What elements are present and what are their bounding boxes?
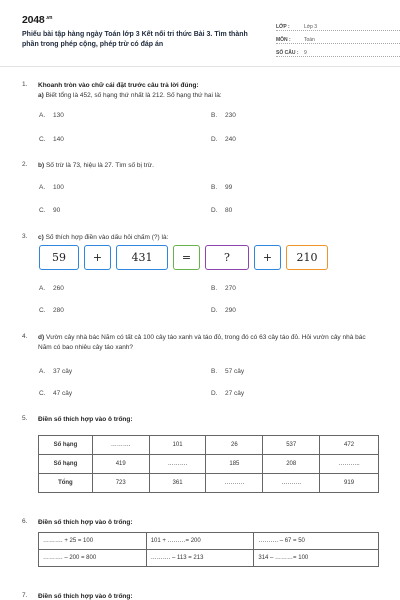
table-cell[interactable]: ……….: [92, 436, 149, 455]
question-number: 6.: [22, 518, 28, 525]
question-text: [38, 81, 378, 101]
worksheet-meta: [276, 20, 400, 59]
option-c[interactable]: [39, 136, 64, 143]
option-letter: C.: [39, 390, 46, 397]
option-letter: C.: [39, 136, 46, 143]
option-text: 99: [225, 184, 233, 191]
question-number: 5.: [22, 415, 28, 422]
option-text: 37 cây: [53, 368, 73, 375]
table-cell: 185: [206, 455, 263, 474]
table-cell: Số hạng: [39, 436, 93, 455]
number-box: 431: [116, 245, 168, 270]
meta-subject-key: MÔN :: [276, 37, 291, 43]
equation-cell[interactable]: ………. – 113 = 213: [146, 550, 254, 567]
table-cell: Số hạng: [39, 455, 93, 474]
question-text: [38, 161, 378, 171]
meta-count-row: [276, 46, 400, 57]
question-text: [38, 592, 378, 600]
sub-label: b): [38, 162, 45, 169]
question-text: [38, 233, 378, 243]
option-text: 27 cây: [225, 390, 245, 397]
option-b[interactable]: [211, 184, 232, 191]
option-letter: A.: [39, 112, 46, 119]
option-letter: B.: [211, 285, 218, 292]
meta-subject-value: Toán: [304, 37, 315, 43]
meta-count-key: SỐ CÂU :: [276, 50, 299, 56]
table-cell[interactable]: ……….: [149, 455, 206, 474]
meta-subject-row: [276, 33, 400, 44]
table-cell[interactable]: ……….: [206, 474, 263, 493]
question-heading: Khoanh tròn vào chữ cái đặt trước câu trả lời đúng:: [38, 82, 199, 89]
table-cell[interactable]: ………..: [320, 455, 379, 474]
table-cell: Tổng: [39, 474, 93, 493]
table-row: [39, 436, 379, 455]
meta-class-value: Lớp 3: [304, 24, 318, 30]
sub-question-text: Số thích hợp điền vào dấu hỏi chấm (?) là:: [45, 234, 169, 241]
option-b[interactable]: [211, 285, 236, 292]
option-letter: B.: [211, 112, 218, 119]
sub-label: c): [38, 234, 44, 241]
option-d[interactable]: [211, 207, 232, 214]
table-row: [39, 455, 379, 474]
equation-cell[interactable]: ………. – 67 = 50: [254, 533, 379, 550]
meta-count-value: 9: [304, 50, 307, 56]
equation-table: [38, 532, 379, 567]
question-2: [22, 161, 382, 217]
option-a[interactable]: [39, 285, 64, 292]
table-cell: 101: [149, 436, 206, 455]
question-mark-box: ?: [205, 245, 249, 270]
option-b[interactable]: [211, 368, 244, 375]
table-row: [39, 474, 379, 493]
option-letter: C.: [39, 307, 46, 314]
option-text: 80: [225, 207, 233, 214]
number-box: 59: [39, 245, 79, 270]
number-box: 210: [286, 245, 328, 270]
logo-suffix: .vn: [45, 14, 53, 21]
question-6: [22, 518, 382, 578]
worksheet-title: Phiếu bài tập hàng ngày Toán lớp 3 Kết nối tri thức Bài 3. Tìm thành phần trong phép cộng, phép trừ có đáp án: [22, 31, 248, 48]
table-cell: 537: [263, 436, 320, 455]
option-c[interactable]: [39, 307, 64, 314]
option-a[interactable]: [39, 368, 72, 375]
equation-cell[interactable]: ………. + 25 = 100: [39, 533, 147, 550]
option-letter: B.: [211, 368, 218, 375]
option-letter: D.: [211, 207, 218, 214]
table-cell: 26: [206, 436, 263, 455]
option-text: 240: [225, 136, 236, 143]
option-a[interactable]: [39, 184, 64, 191]
header-divider: [0, 66, 400, 67]
question-3: [22, 233, 382, 319]
equals-sign-box: =: [173, 245, 200, 270]
option-text: 100: [53, 184, 64, 191]
equation-cell[interactable]: ………. – 200 = 800: [39, 550, 147, 567]
option-letter: C.: [39, 207, 46, 214]
question-7: [22, 592, 382, 600]
equation-cell[interactable]: 314 – ………= 100: [254, 550, 379, 567]
option-text: 57 cây: [225, 368, 245, 375]
table-cell: 472: [320, 436, 379, 455]
table-cell[interactable]: ……….: [263, 474, 320, 493]
table-cell: 361: [149, 474, 206, 493]
question-1: [22, 81, 382, 151]
option-text: 280: [53, 307, 64, 314]
option-c[interactable]: [39, 390, 72, 397]
sub-label: a): [38, 92, 44, 99]
sub-question-text: Số trừ là 73, hiệu là 27. Tìm số bị trừ.: [45, 162, 154, 169]
question-number: 7.: [22, 592, 28, 599]
option-letter: A.: [39, 285, 46, 292]
option-letter: B.: [211, 184, 218, 191]
option-text: 270: [225, 285, 236, 292]
option-d[interactable]: [211, 136, 236, 143]
question-heading: Điền số thích hợp vào ô trống:: [38, 593, 133, 600]
question-text: [38, 518, 378, 528]
plus-sign-box: +: [254, 245, 281, 270]
question-5: [22, 415, 382, 505]
equation-cell[interactable]: 101 + ………= 200: [146, 533, 254, 550]
option-c[interactable]: [39, 207, 60, 214]
logo-text: 2048: [22, 14, 45, 26]
table-cell: 919: [320, 474, 379, 493]
question-heading: Điền số thích hợp vào ô trống:: [38, 416, 133, 423]
option-text: 140: [53, 136, 64, 143]
table-cell: 419: [92, 455, 149, 474]
question-number: 3.: [22, 233, 28, 240]
option-letter: A.: [39, 368, 46, 375]
sub-label: d): [38, 334, 45, 341]
table-row: [39, 550, 379, 567]
table-cell: 208: [263, 455, 320, 474]
option-letter: D.: [211, 390, 218, 397]
sub-question-text: Biết tổng là 452, số hạng thứ nhất là 212. Số hạng thứ hai là:: [45, 92, 222, 99]
question-4: [22, 333, 382, 403]
option-letter: D.: [211, 136, 218, 143]
question-text: [38, 415, 378, 425]
option-text: 290: [225, 307, 236, 314]
option-letter: D.: [211, 307, 218, 314]
sum-table: [38, 435, 379, 493]
site-logo[interactable]: [22, 14, 52, 26]
worksheet-header: [22, 14, 384, 62]
table-cell: 723: [92, 474, 149, 493]
option-text: 230: [225, 112, 236, 119]
option-text: 260: [53, 285, 64, 292]
option-d[interactable]: [211, 390, 244, 397]
plus-sign-box: +: [84, 245, 111, 270]
question-number: 4.: [22, 333, 28, 340]
meta-class-key: LỚP :: [276, 24, 290, 30]
option-a[interactable]: [39, 112, 64, 119]
question-text: [38, 333, 378, 353]
question-number: 1.: [22, 81, 28, 88]
option-d[interactable]: [211, 307, 236, 314]
equation-boxes: [39, 245, 328, 270]
table-row: [39, 533, 379, 550]
option-text: 47 cây: [53, 390, 73, 397]
question-number: 2.: [22, 161, 28, 168]
meta-class-row: [276, 20, 400, 31]
option-text: 90: [53, 207, 61, 214]
option-letter: A.: [39, 184, 46, 191]
option-b[interactable]: [211, 112, 236, 119]
option-text: 130: [53, 112, 64, 119]
sub-question-text: Vườn cây nhà bác Năm có tất cả 100 cây táo xanh và táo đỏ, trong đó có 63 cây táo đỏ. Hỏi vườn cây nhà bác Năm có bao nhiêu cây táo xanh?: [38, 334, 366, 351]
question-heading: Điền số thích hợp vào ô trống:: [38, 519, 133, 526]
